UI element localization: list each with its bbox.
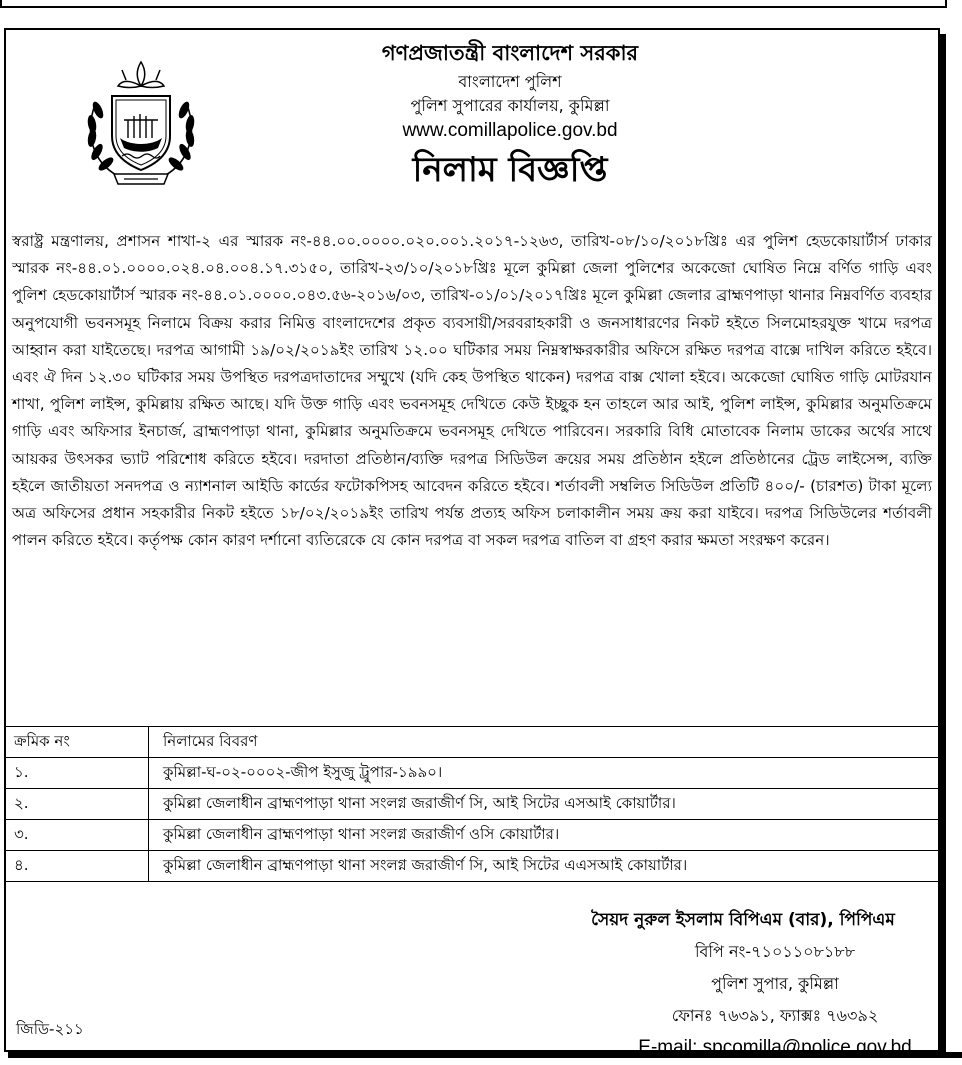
- auction-items-table: [4, 726, 938, 882]
- signatory-phone-fax: ফোনঃ ৭৬৩৯১, ফ্যাক্সঃ ৭৬৩৯২: [671, 1006, 879, 1025]
- table-row: [4, 758, 938, 789]
- table-row: [4, 851, 938, 882]
- gd-code: জিডি-২১১: [16, 1020, 84, 1038]
- column-header-description: নিলামের বিবরণ: [149, 727, 939, 758]
- table-header-row: [4, 727, 938, 758]
- frame-shadow-right: [940, 34, 946, 1058]
- row-description: কুমিল্লা জেলাধীন ব্রাহ্মণপাড়া থানা সংলগ্ন জরাজীর্ণ সি, আই সিটের এসআই কোয়ার্টার।: [149, 789, 939, 820]
- government-name: গণপ্রজাতন্ত্রী বাংলাদেশ সরকার: [381, 41, 639, 65]
- previous-notice-border: [0, 0, 947, 8]
- signatory-name: সৈয়দ নুরুল ইসলাম বিপিএম (বার), পিপিএম: [591, 910, 895, 930]
- signatory-designation: পুলিশ সুপার, কুমিল্লা: [711, 974, 839, 993]
- column-header-serial: ক্রমিক নং: [4, 727, 149, 758]
- website-link[interactable]: www.comillapolice.gov.bd: [402, 120, 618, 141]
- row-description: কুমিল্লা জেলাধীন ব্রাহ্মণপাড়া থানা সংলগ্ন জরাজীর্ণ সি, আই সিটের এএসআই কোয়ার্টার।: [149, 851, 939, 882]
- row-description: কুমিল্লা জেলাধীন ব্রাহ্মণপাড়া থানা সংলগ্ন জরাজীর্ণ ওসি কোয়ার্টার।: [149, 820, 939, 851]
- bangladesh-police-emblem-icon: [78, 58, 204, 190]
- row-serial: ৪.: [4, 851, 149, 882]
- row-description: কুমিল্লা-ঘ-০২-০০০২-জীপ ইসুজু ট্রুপার-১৯৯০।: [149, 758, 939, 789]
- department-name: বাংলাদেশ পুলিশ: [458, 72, 562, 91]
- row-serial: ১.: [4, 758, 149, 789]
- signature-block: [520, 904, 940, 1064]
- table-row: [4, 820, 938, 851]
- notice-title: নিলাম বিজ্ঞপ্তি: [412, 150, 608, 190]
- signatory-email[interactable]: E-mail: spcomilla@police.gov.bd: [638, 1037, 912, 1058]
- table-row: [4, 789, 938, 820]
- notice-header: [240, 36, 780, 194]
- signatory-bp-number: বিপি নং-৭১০১১০৮১৮৮: [694, 942, 856, 961]
- notice-body: স্বরাষ্ট্র মন্ত্রণালয়, প্রশাসন শাখা-২ এর স্মারক নং-৪৪.০০.০০০০.০২০.০০১.২০১৭-১২৬৩, তারিখ-০৮/১০/২০১৮খ্রিঃ এর পুলিশ হেডকোয়ার্টার্স ঢাকার স্মারক নং-৪৪.০১.০০০০.০২৪.০৪.০০৪.১৭.৩১৫০, তারিখ-২৩/১০/২০১৮খ্রিঃ মূলে কুমিল্লা জেলা পুলিশের অকেজো ঘোষিত নিম্নে বর্ণিত গাড়ি এবং পুলিশ হেডকোয়ার্টার্স স্মারক নং-৪৪.০১.০০০০.০৪৩.৫৬-২০১৬/০৩, তারিখ-০১/০১/২০১৭খ্রিঃ মূলে কুমিল্লা জেলার ব্রাহ্মণপাড়া থানার নিম্নবর্ণিত ব্যবহার অনুপযোগী ভবনসমূহ নিলামে বিক্রয় করার নিমিত্ত বাংলাদেশের প্রকৃত ব্যবসায়ী/সরবরাহকারী ও জনসাধারণের নিকট হইতে সিলমোহরযুক্ত খামে দরপত্র আহ্বান করা যাইতেছে। দরপত্র আগামী ১৯/০২/২০১৯ইং তারিখ ১২.০০ ঘটিকার সময় নিম্নস্বাক্ষরকারীর অফিসে রক্ষিত দরপত্র বাক্সে দাখিল করিতে হইবে। এবং ঐ দিন ১২.৩০ ঘটিকার সময় উপস্থিত দরপত্রদাতাদের সম্মুখে (যদি কেহ উপস্থিত থাকেন) দরপত্র বাক্স খোলা হইবে। অকেজো ঘোষিত গাড়ি মোটরযান শাখা, পুলিশ লাইন্স, কুমিল্লায় রক্ষিত আছে। যদি উক্ত গাড়ি এবং ভবনসমূহ দেখিতে কেউ ইচ্ছুক হন তাহলে আর আই, পুলিশ লাইন্স, কুমিল্লার অনুমতিক্রমে গাড়ি এবং অফিসার ইনচার্জ, ব্রাহ্মণপাড়া থানা, কুমিল্লার অনুমতিক্রমে ভবনসমূহ দেখিতে পারিবেন। সরকারি বিধি মোতাবেক নিলাম ডাকের অর্থের সাথে আয়কর উৎসকর ভ্যাট পরিশোধ করিতে হইবে। দরদাতা প্রতিষ্ঠান/ব্যক্তি দরপত্র সিডিউল ক্রয়ের সময় প্রতিষ্ঠান হইলে প্রতিষ্ঠানের ট্রেড লাইসেন্স, ব্যক্তি হইলে জাতীয়তা সনদপত্র ও ন্যাশনাল আইডি কার্ডের ফটোকপিসহ আবেদন করিতে হইবে। শর্তাবলী সম্বলিত সিডিউল প্রতিটি ৪০০/- (চারশত) টাকা মূল্যে অত্র অফিসের প্রধান সহকারীর নিকট হইতে ১৮/০২/২০১৯ইং তারিখ পর্যন্ত প্রত্যহ অফিস চলাকালীন সময় ক্রয় করা যাইবে। দরপত্র সিডিউলের শর্তাবলী পালন করিতে হইবে। কর্তৃপক্ষ কোন কারণ দর্শানো ব্যতিরেকে যে কোন দরপত্র বা সকল দরপত্র বাতিল বা গ্রহণ করার ক্ষমতা সংরক্ষণ করেন।: [12, 232, 932, 550]
- row-serial: ২.: [4, 789, 149, 820]
- row-serial: ৩.: [4, 820, 149, 851]
- office-name: পুলিশ সুপারের কার্যালয়, কুমিল্লা: [410, 96, 610, 115]
